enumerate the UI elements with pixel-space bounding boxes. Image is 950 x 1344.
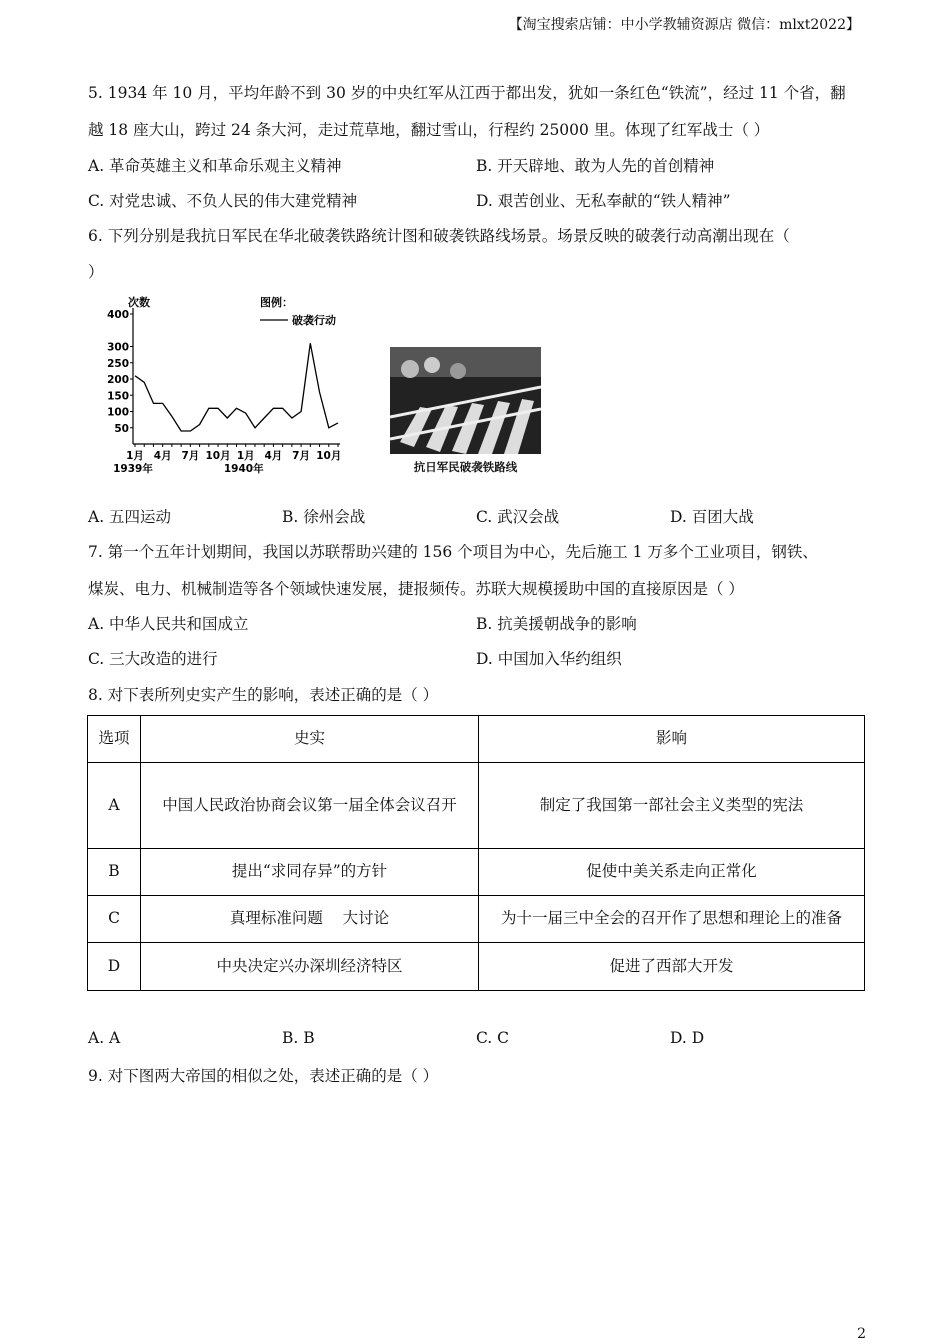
- chart-y-tick-label: 50: [114, 422, 129, 435]
- q5-option-c: C. 对党忠诚、不负人民的伟大建党精神: [88, 192, 358, 210]
- row-impact: 促使中美关系走向正常化: [479, 849, 865, 896]
- q8-option-a: A. A: [88, 1029, 121, 1047]
- row-option: A: [88, 763, 141, 849]
- railway-sabotage-chart: [100, 292, 360, 477]
- row-fact: 提出“求同存异”的方针: [141, 849, 479, 896]
- q8-option-c: C. C: [476, 1029, 510, 1047]
- chart-y-tick-label: 400: [107, 309, 129, 321]
- table-header-fact: 史实: [141, 716, 479, 763]
- table-header-option: 选项: [88, 716, 141, 763]
- chart-y-tick-label: 150: [107, 390, 129, 403]
- table-header-impact: 影响: [479, 716, 865, 763]
- chart-x-tick-label: 4月: [153, 450, 172, 462]
- chart-year-label: 1939年: [113, 463, 153, 475]
- chart-year-label: 1940年: [223, 463, 264, 475]
- chart-y-tick-label: 250: [107, 357, 129, 370]
- chart-y-tick-label: 300: [107, 341, 129, 354]
- q7-option-d: D. 中国加入华约组织: [476, 650, 622, 668]
- chart-x-tick-label: 10月: [316, 450, 342, 462]
- chart-x-tick-label: 1月: [126, 450, 144, 462]
- q8-table: [87, 715, 865, 991]
- row-impact: 制定了我国第一部社会主义类型的宪法: [479, 763, 865, 849]
- q9-stem: 9. 对下图两大帝国的相似之处，表述正确的是（ ）: [88, 1067, 439, 1085]
- chart-x-tick-label: 7月: [181, 450, 200, 462]
- table-row: [88, 763, 865, 849]
- table-row: [88, 849, 865, 896]
- q6-option-b: B. 徐州会战: [282, 508, 366, 526]
- row-option: D: [88, 943, 141, 991]
- page-number: 2: [857, 1326, 866, 1342]
- q7-stem-line1: 7. 第一个五年计划期间，我国以苏联帮助兴建的 156 个项目为中心，先后施工 1 万多个工业项目，钢铁、: [88, 543, 818, 561]
- railway-sabotage-photo: [390, 347, 541, 454]
- row-option: C: [88, 896, 141, 943]
- chart-legend-title: 图例：: [260, 296, 293, 309]
- row-fact: 中央决定兴办深圳经济特区: [141, 943, 479, 991]
- q5-stem-line1: 5. 1934 年 10 月，平均年龄不到 30 岁的中央红军从江西于都出发，犹如一条红色“铁流”，经过 11 个省，翻: [88, 84, 846, 102]
- row-impact: 促进了西部大开发: [479, 943, 865, 991]
- page-header: 【淘宝搜索店铺：中小学教辅资源店 微信：mlxt2022】: [508, 17, 860, 33]
- q6-stem-line1: 6. 下列分别是我抗日军民在华北破袭铁路统计图和破袭铁路线场景。场景反映的破袭行动高潮出现在（: [88, 227, 790, 245]
- q6-stem-line2: ）: [88, 263, 104, 281]
- row-impact: 为十一届三中全会的召开作了思想和理论上的准备: [479, 896, 865, 943]
- q7-option-a: A. 中华人民共和国成立: [88, 615, 249, 633]
- q6-option-d: D. 百团大战: [670, 508, 754, 526]
- q7-option-c: C. 三大改造的进行: [88, 650, 218, 668]
- q5-option-d: D. 艰苦创业、无私奉献的“铁人精神”: [476, 192, 731, 210]
- chart-series-line: [135, 343, 338, 431]
- q8-stem: 8. 对下表所列史实产生的影响，表述正确的是（ ）: [88, 686, 439, 704]
- q5-option-a: A. 革命英雄主义和革命乐观主义精神: [88, 157, 342, 175]
- chart-legend-label: 破袭行动: [292, 314, 336, 327]
- chart-x-tick-label: 7月: [292, 450, 310, 462]
- row-fact: 真理标准问题 大讨论: [141, 896, 479, 943]
- q5-stem-line2: 越 18 座大山，跨过 24 条大河，走过荒草地，翻过雪山，行程约 25000 里。体现了红军战士（ ）: [88, 121, 770, 139]
- row-option: B: [88, 849, 141, 896]
- table-row: [88, 943, 865, 991]
- chart-x-tick-label: 1月: [236, 450, 255, 462]
- chart-y-tick-label: 200: [107, 374, 129, 386]
- chart-x-tick-label: 10月: [205, 450, 231, 462]
- chart-y-tick-label: 100: [107, 406, 129, 419]
- table-header-row: [88, 716, 865, 763]
- chart-x-tick-label: 4月: [264, 450, 283, 462]
- q8-option-b: B. B: [282, 1029, 315, 1047]
- photo-caption: 抗日军民破袭铁路线: [413, 460, 518, 474]
- chart-ylabel: 次数: [128, 296, 150, 309]
- q6-option-a: A. 五四运动: [88, 508, 172, 526]
- row-fact: 中国人民政治协商会议第一届全体会议召开: [141, 763, 479, 849]
- q7-option-b: B. 抗美援朝战争的影响: [476, 615, 637, 633]
- q5-option-b: B. 开天辟地、敢为人先的首创精神: [476, 157, 715, 175]
- q6-option-c: C. 武汉会战: [476, 508, 560, 526]
- table-row: [88, 896, 865, 943]
- q8-option-d: D. D: [670, 1029, 705, 1047]
- q7-stem-line2: 煤炭、电力、机械制造等各个领域快速发展，捷报频传。苏联大规模援助中国的直接原因是（ ）: [88, 580, 744, 598]
